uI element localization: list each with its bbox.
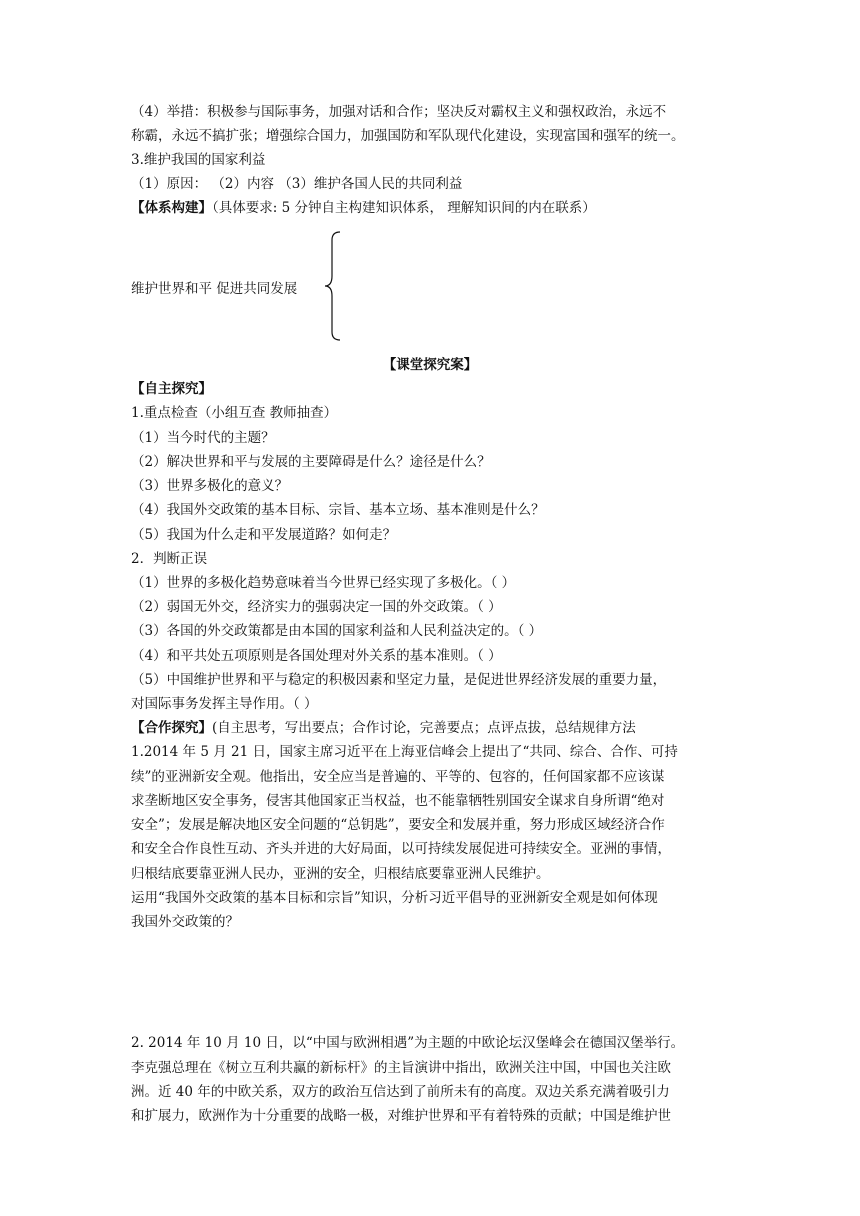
paragraph-line: 2. 2014 年 10 月 10 日，以“中国与欧洲相遇”为主题的中欧论坛汉堡峰会在德国汉堡举行。 — [131, 1035, 685, 1051]
judgment-line: （1）世界的多极化趋势意味着当今世界已经实现了多极化。（ ） — [131, 575, 516, 591]
system-building-line — [131, 199, 741, 217]
question-line: 我国外交政策的？ — [131, 914, 239, 930]
judgment-line: （2）弱国无外交，经济实力的强弱决定一国的外交政策。（ ） — [131, 599, 502, 615]
section-heading: 【自主探究】 — [131, 381, 212, 397]
paragraph-line: 李克强总理在《树立互利共赢的新标杆》的主旨演讲中指出，欧洲关注中国，中国也关注欧 — [131, 1060, 671, 1076]
curly-brace-icon — [322, 230, 348, 342]
classroom-title: 【课堂探究案】 — [382, 357, 478, 373]
paragraph-line: 安全”；发展是解决地区安全问题的“总钥匙”，要安全和发展并重，努力形成区域经济合作 — [131, 817, 665, 833]
question-line: （3）世界多极化的意义？ — [131, 478, 289, 494]
paragraph-line: 和安全合作良性互动、齐头并进的大好局面，以可持续发展促进可持续安全。亚洲的事情， — [131, 841, 671, 857]
coop-heading-line — [131, 719, 741, 737]
judgment-line: （4）和平共处五项原则是各国处理对外关系的基本准则。（ ） — [131, 648, 502, 664]
question-line: 运用“我国外交政策的基本目标和宗旨”知识，分析习近平倡导的亚洲新安全观是如何体现 — [131, 890, 658, 906]
judgment-line: 对国际事务发挥主导作用。（ ） — [131, 696, 318, 712]
paragraph-line: 和扩展力，欧洲作为十分重要的战略一极，对维护世界和平有着特殊的贡献；中国是维护世 — [131, 1108, 671, 1124]
question-line: （4）我国外交政策的基本目标、宗旨、基本立场、基本准则是什么？ — [131, 502, 545, 518]
paragraph-line: 归根结底要靠亚洲人民办，亚洲的安全，归根结底要靠亚洲人民维护。 — [131, 866, 550, 882]
topic-label: 维护世界和平 促进共同发展 — [131, 281, 298, 297]
question-line: （1）当今时代的主题？ — [131, 430, 275, 446]
section-heading: 【体系构建】 — [131, 200, 212, 216]
judgment-line: （5）中国维护世界和平与稳定的积极因素和坚定力量，是促进世界经济发展的重要力量， — [131, 672, 667, 688]
requirement-note: （具体要求: 5 分钟自主构建知识体系， 理解知识间的内在联系） — [212, 200, 596, 216]
section-heading: 【合作探究】 — [131, 720, 212, 736]
paragraph-line: 续”的亚洲新安全观。他指出，安全应当是普遍的、平等的、包容的，任何国家都不应该谋 — [131, 769, 665, 785]
paragraph-line: 求垄断地区安全事务，侵害其他国家正当权益，也不能靠牺牲别国安全谋求自身所谓“绝对 — [131, 793, 665, 809]
text-line: 称霸，永远不搞扩张；增强综合国力，加强国防和军队现代化建设，实现富国和强军的统一。 — [131, 128, 685, 144]
text-line: （4）举措：积极参与国际事务，加强对话和合作；坚决反对霸权主义和强权政治，永远不 — [131, 104, 667, 120]
paragraph-line: 洲。近 40 年的中欧关系，双方的政治互信达到了前所未有的高度。双边关系充满着吸引力 — [131, 1084, 670, 1100]
question-line: （5）我国为什么走和平发展道路？如何走？ — [131, 527, 397, 543]
judgment-line: （3）各国的外交政策都是由本国的国家利益和人民利益决定的。（ ） — [131, 623, 543, 639]
question-line: （2）解决世界和平与发展的主要障碍是什么？途径是什么？ — [131, 454, 491, 470]
coop-note: (自主思考，写出要点；合作讨论，完善要点；点评点拔，总结规律方法 — [212, 720, 636, 736]
paragraph-line: 1.2014 年 5 月 21 日，国家主席习近平在上海亚信峰会上提出了“共同、综合、合作、可持 — [131, 744, 678, 760]
text-line: 3.维护我国的国家利益 — [131, 152, 266, 168]
text-line: 2．判断正误 — [131, 551, 208, 567]
text-line: （1）原因： （2）内容 （3）维护各国人民的共同利益 — [131, 176, 463, 192]
text-line: 1.重点检查（小组互查 教师抽查） — [131, 405, 338, 421]
